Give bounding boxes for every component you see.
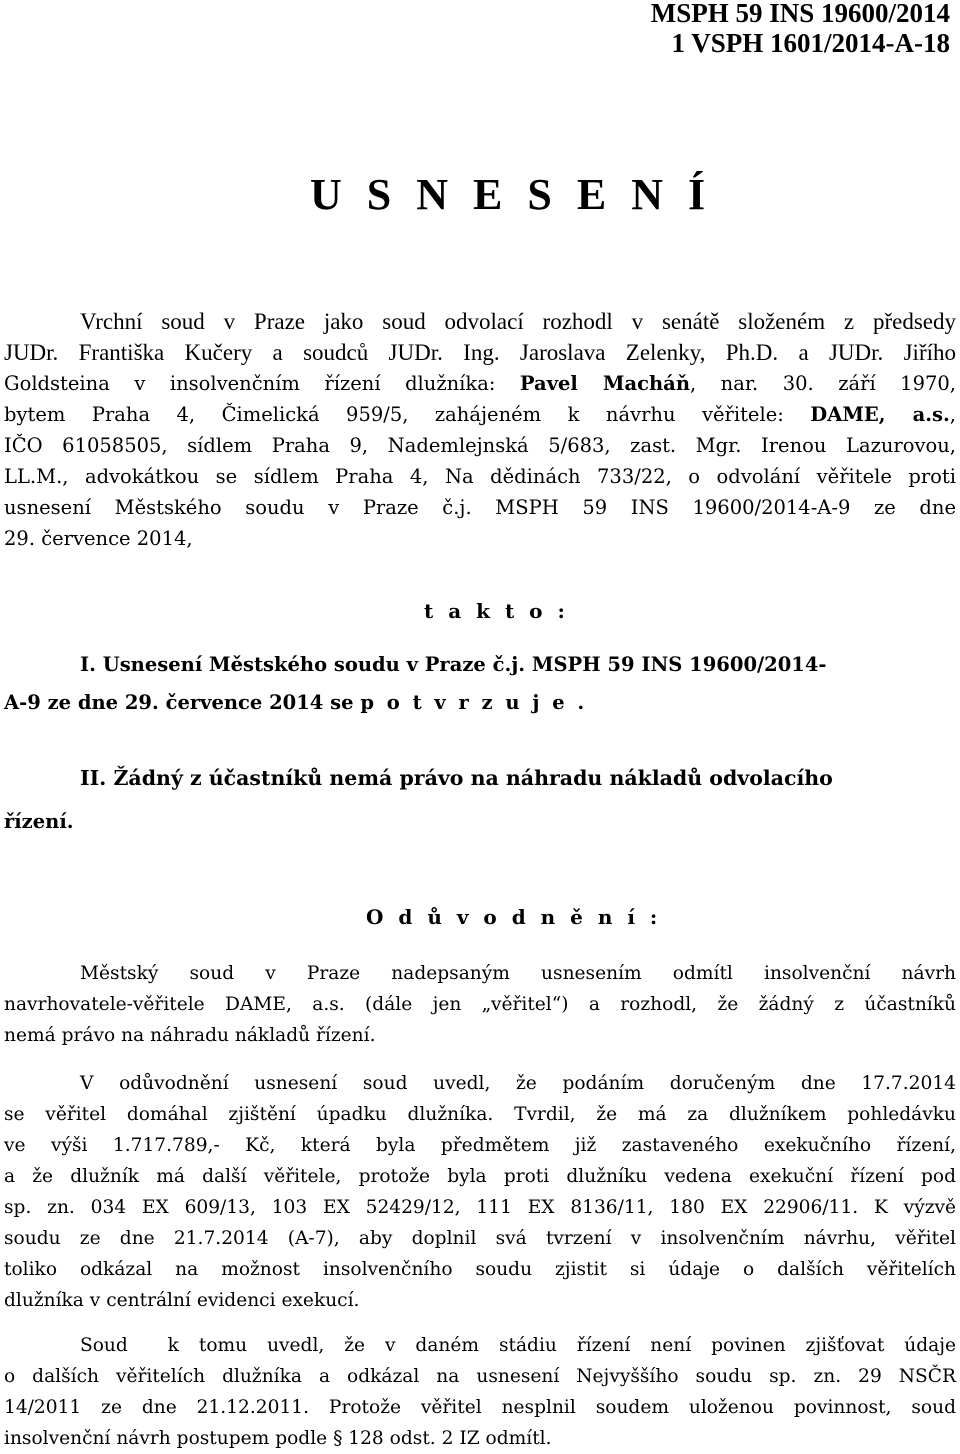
verdict-line: řízení. xyxy=(4,810,74,833)
case-reference xyxy=(651,0,950,58)
document-title: U S N E S E N Í xyxy=(310,170,713,219)
reasoning-line: nemá právo na náhradu nákladů řízení. xyxy=(4,1025,376,1046)
intro-line: 29. července 2014, xyxy=(4,527,193,550)
verdict-line: A-9 ze dne 29. července 2014 se p o t v r z u j e . xyxy=(4,691,588,714)
reasoning-line: a že dlužník má další věřitele, protože byla proti dlužníku vedena exekuční řízení pod xyxy=(4,1166,956,1187)
verdict-point-ii xyxy=(4,756,956,844)
intro-line: JUDr. Františka Kučery a soudců JUDr. Ing. Jaroslava Zelenky, Ph.D. a JUDr. Jiřího xyxy=(4,340,956,365)
reasoning-line: Městský soud v Praze nadepsaným usnesením odmítl insolvenční návrh xyxy=(80,963,956,984)
reasoning-line: insolvenční návrh postupem podle § 128 odst. 2 IZ odmítl. xyxy=(4,1428,552,1449)
reasoning-line: 14/2011 ze dne 21.12.2011. Protože věřitel nesplnil soudem uloženou povinnost, soud xyxy=(4,1397,956,1418)
reasoning-paragraph-3 xyxy=(4,1330,956,1454)
reasoning-heading: O d ů v o d n ě n í : xyxy=(366,905,662,929)
reasoning-paragraph-1 xyxy=(4,958,956,1051)
verdict-line: II. Žádný z účastníků nemá právo na náhradu nákladů odvolacího xyxy=(80,766,833,790)
reasoning-line: V odůvodnění usnesení soud uvedl, že podáním doručeným dne 17.7.2014 xyxy=(80,1073,956,1094)
debtor-name: Pavel Macháň xyxy=(519,372,690,395)
verdict-line: I. Usnesení Městského soudu v Praze č.j. MSPH 59 INS 19600/2014- xyxy=(80,653,827,676)
reasoning-line: se věřitel domáhal zjištění úpadku dlužníka. Tvrdil, že má za dlužníkem pohledávku xyxy=(4,1104,956,1125)
reasoning-line: dlužníka v centrální evidenci exekucí. xyxy=(4,1290,360,1311)
intro-line: IČO 61058505, sídlem Praha 9, Nademlejnská 5/683, zast. Mgr. Irenou Lazurovou, xyxy=(4,434,956,457)
intro-line: bytem Praha 4, Čimelická 959/5, zahájeném k návrhu věřitele: DAME, a.s., xyxy=(4,403,956,426)
reasoning-line: Soud k tomu uvedl, že v daném stádiu řízení není povinen zjišťovat údaje xyxy=(80,1335,956,1356)
reasoning-line: soudu ze dne 21.7.2014 (A-7), aby doplnil svá tvrzení v insolvenčním návrhu, věřitel xyxy=(4,1228,956,1249)
intro-line: LL.M., advokátkou se sídlem Praha 4, Na dědinách 733/22, o odvolání věřitele proti xyxy=(4,465,956,488)
takto-heading: t a k t o : xyxy=(424,599,569,623)
case-reference-line-2: 1 VSPH 1601/2014-A-18 xyxy=(671,28,950,58)
reasoning-line: toliko odkázal na možnost insolvenčního soudu zjistit si údaje o dalších věřitelích xyxy=(4,1259,956,1280)
intro-line: usnesení Městského soudu v Praze č.j. MSPH 59 INS 19600/2014-A-9 ze dne xyxy=(4,496,956,519)
intro-line: Vrchní soud v Praze jako soud odvolací rozhodl v senátě složeném z předsedy xyxy=(80,309,956,334)
reasoning-line: sp. zn. 034 EX 609/13, 103 EX 52429/12, 111 EX 8136/11, 180 EX 22906/11. K výzvě xyxy=(4,1197,956,1218)
reasoning-line: navrhovatele-věřitele DAME, a.s. (dále jen „věřitel“) a rozhodl, že žádný z účastníků xyxy=(4,994,956,1015)
reasoning-line: o dalších věřitelích dlužníka a odkázal na usnesení Nejvyššího soudu sp. zn. 29 NSČR xyxy=(4,1366,956,1387)
verdict-point-i xyxy=(4,646,956,722)
case-reference-line-1: MSPH 59 INS 19600/2014 xyxy=(650,0,950,28)
intro-line: Goldsteina v insolvenčním řízení dlužníka: Pavel Macháň, nar. 30. září 1970, xyxy=(4,372,956,395)
creditor-name: DAME, a.s. xyxy=(810,403,950,426)
reasoning-paragraph-2 xyxy=(4,1068,956,1316)
intro-paragraph xyxy=(4,306,956,554)
reasoning-line: ve výši 1.717.789,- Kč, která byla předmětem již zastaveného exekučního řízení, xyxy=(4,1135,956,1156)
